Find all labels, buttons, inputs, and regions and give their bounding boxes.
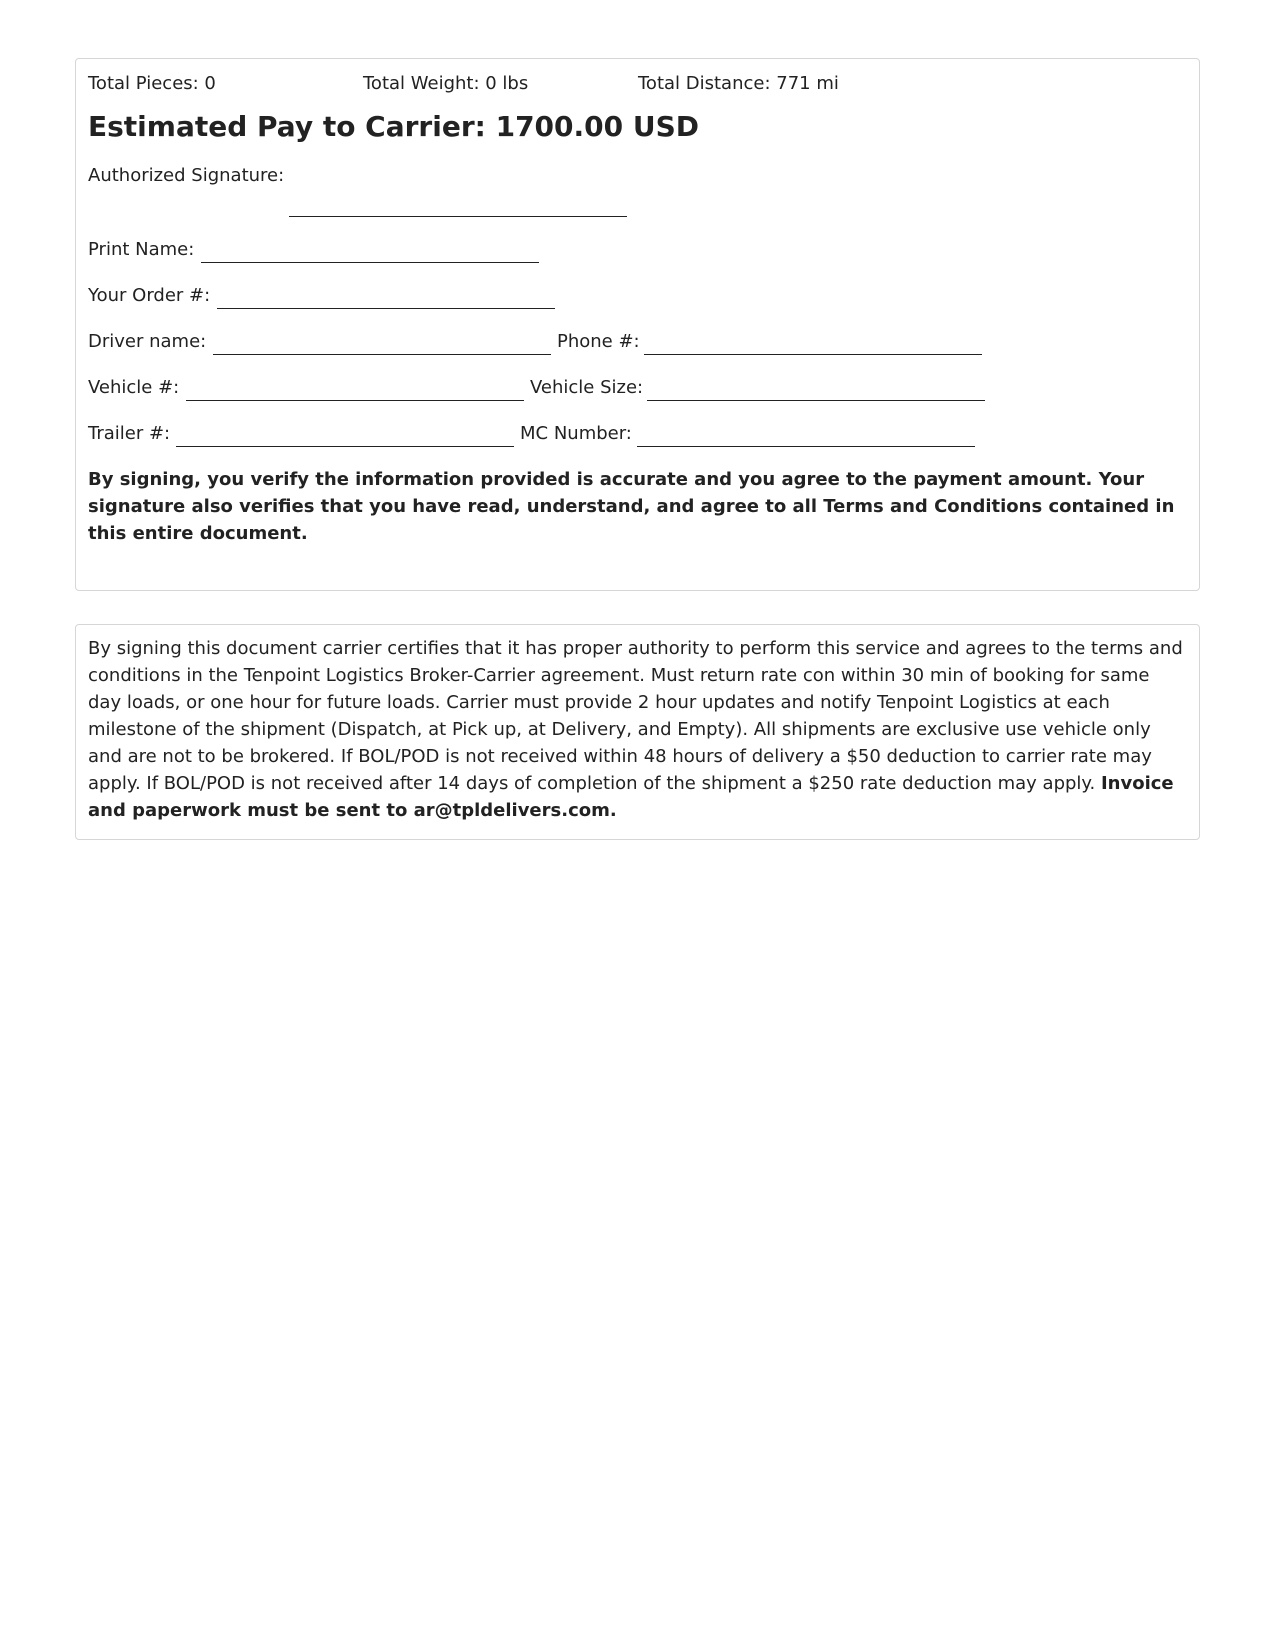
terms-section xyxy=(75,624,1200,840)
trailer-number-line[interactable] xyxy=(176,446,514,447)
authorized-signature-label: Authorized Signature: xyxy=(88,165,285,186)
vehicle-size-label: Vehicle Size: xyxy=(530,377,644,398)
total-distance: Total Distance: 771 mi xyxy=(638,73,839,94)
invoice-instructions: Invoice and paperwork must be sent to ar@tpldelivers.com. xyxy=(88,773,1174,821)
driver-name-line[interactable] xyxy=(213,354,551,355)
phone-label: Phone #: xyxy=(557,331,640,352)
total-weight: Total Weight: 0 lbs xyxy=(363,73,529,94)
phone-line[interactable] xyxy=(644,354,982,355)
vehicle-number-line[interactable] xyxy=(186,400,524,401)
vehicle-size-line[interactable] xyxy=(647,400,985,401)
terms-body: By signing this document carrier certifies that it has proper authority to perform this service and agrees to the terms and conditions in the Tenpoint Logistics Broker-Carrier agreement. Must return rate con within 30 min of booking for same day loads, or one hour for future loads. Carrier must provide 2 hour updates and notify Tenpoint Logistics at each milestone of the shipment (Dispatch, at Pick up, at Delivery, and Empty). All shipments are exclusive use vehicle only and are not to be brokered. If BOL/POD is not received within 48 hours of delivery a $50 deduction to carrier rate may apply. If BOL/POD is not received after 14 days of completion of the shipment a $250 rate deduction may apply. xyxy=(88,638,1183,794)
total-pieces: Total Pieces: 0 xyxy=(88,73,216,94)
order-number-label: Your Order #: xyxy=(88,285,211,306)
print-name-label: Print Name: xyxy=(88,239,195,260)
print-name-line[interactable] xyxy=(201,262,539,263)
terms-paragraph xyxy=(88,635,1187,824)
mc-number-label: MC Number: xyxy=(520,423,632,444)
mc-number-line[interactable] xyxy=(637,446,975,447)
order-number-line[interactable] xyxy=(217,308,555,309)
authorized-signature-line[interactable] xyxy=(289,216,627,217)
vehicle-number-label: Vehicle #: xyxy=(88,377,180,398)
verification-statement: By signing, you verify the information provided is accurate and you agree to the payment amount. Your signature also verifies that you have read, understand, and agree to all Terms and Conditions contained in this entire document. xyxy=(88,469,1175,544)
signature-section xyxy=(75,58,1200,591)
driver-name-label: Driver name: xyxy=(88,331,207,352)
estimated-pay-heading: Estimated Pay to Carrier: 1700.00 USD xyxy=(88,110,700,143)
trailer-number-label: Trailer #: xyxy=(88,423,171,444)
